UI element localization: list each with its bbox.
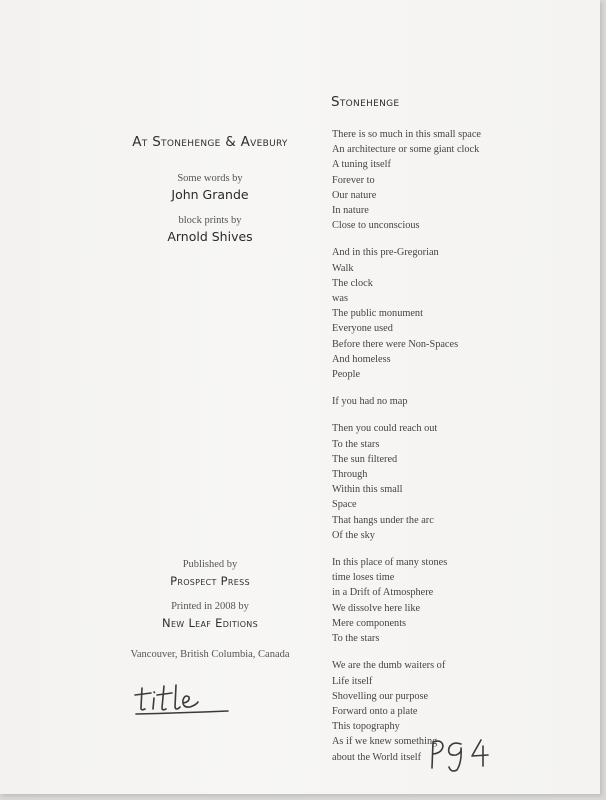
poem-line: The sun filtered [332,453,398,465]
poem-line: In nature [332,205,369,217]
poem-line: In this place of many stones [332,557,448,569]
publication-block [80,556,340,642]
poem-line: As if we knew something [332,736,438,748]
stanza-gap [332,409,572,421]
poem-line: Space [332,499,357,511]
poem-line: time loses time [332,572,395,584]
book-title: At Stonehenge & Avebury [132,134,288,150]
stanza-gap [332,382,572,394]
publisher-name: Prospect Press [170,574,250,588]
prints-by-label: block prints by [178,215,242,226]
poem-line: We are the dumb waiters of [332,660,446,672]
poem-line: Walk [332,262,354,274]
poem-line: There is so much in this small space [332,129,481,140]
poem-line: Before there were Non-Spaces [332,338,459,350]
poem-line: This topography [332,721,400,733]
poem-line: The clock [332,277,373,289]
poem-text [332,127,572,765]
handwritten-title-note [128,680,238,720]
poem-line: An architecture or some giant clock [332,144,480,156]
printed-label: Printed in 2008 by [171,601,249,612]
poem-line: Then you could reach out [332,423,438,435]
poem-line: That hangs under the arc [332,514,434,526]
poem-line: Through [332,469,368,481]
poem-line: Our nature [332,189,377,201]
printer-name: New Leaf Editions [162,616,258,630]
poem-line: People [332,369,361,381]
poem-line: Shovelling our purpose [332,690,429,702]
stanza-gap [332,233,572,245]
poem-line: We dissolve here like [332,602,421,614]
poem-line: in a Drift of Atmosphere [332,587,434,599]
poem-line: Of the sky [332,529,375,541]
poem-line: Mere components [332,617,407,629]
artist-name: Arnold Shives [167,229,253,244]
poem-title: Stonehenge [331,94,400,110]
poem-line: Within this small [332,484,403,496]
poem-line: To the stars [332,438,380,450]
poem-line: Everyone used [332,323,393,335]
author-name: John Grande [171,187,249,202]
poem-line: Close to unconscious [332,220,420,232]
published-by-label: Published by [182,559,238,570]
words-by-label: Some words by [177,173,243,184]
poem-line: If you had no map [332,396,408,408]
stanza-gap [332,646,572,658]
poem-line: The public monument [332,308,423,320]
credits-block [80,172,340,256]
poem-line: about the World itself [332,751,422,763]
poem-line: And in this pre-Gregorian [332,247,439,259]
poem-line: Life itself [332,675,373,687]
poem-line: To the stars [332,633,380,645]
publication-location: Vancouver, British Columbia, Canada [130,649,290,660]
poem-line: A tuning itself [332,159,391,171]
poem-line: was [332,293,349,305]
handwritten-page-note [420,734,500,774]
stanza-gap [332,543,572,555]
poem-line: Forever to [332,174,375,186]
poem-line: Forward onto a plate [332,705,418,717]
poem-line: And homeless [332,353,391,365]
